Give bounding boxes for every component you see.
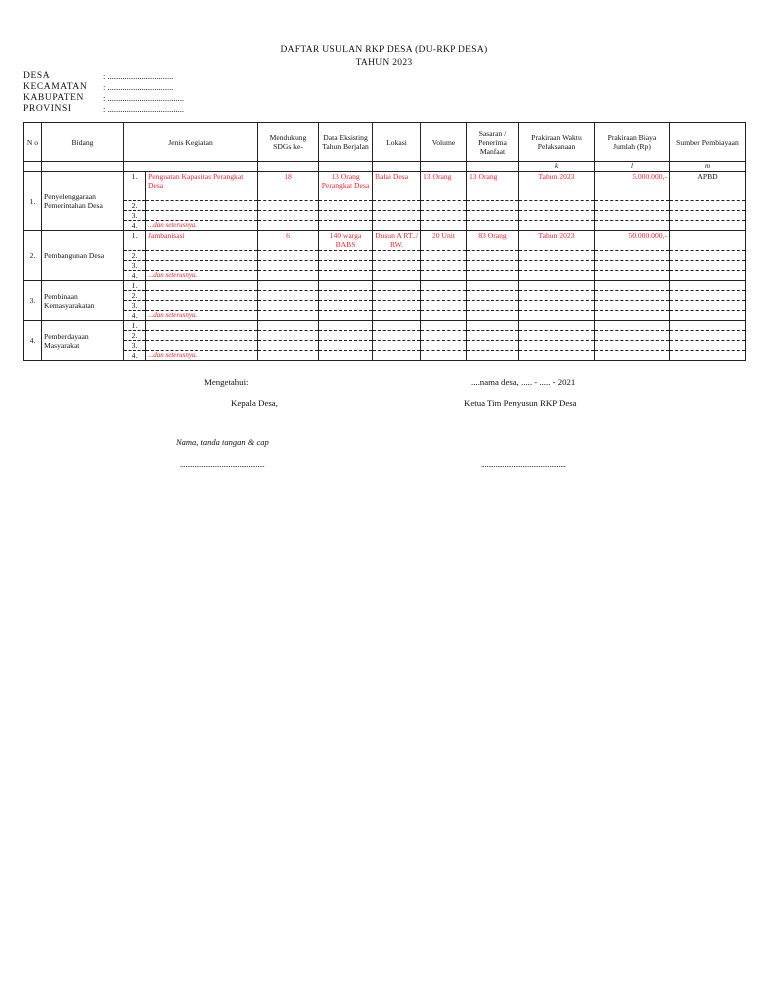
right-role: Ketua Tim Penyusun RKP Desa (464, 398, 577, 408)
index-cell (467, 162, 519, 172)
group-number: 1. (24, 172, 42, 231)
col-jenis-kegiatan: Jenis Kegiatan (124, 123, 258, 162)
row-number: 4. (124, 351, 146, 361)
field-value: : .................................... (103, 93, 184, 103)
index-cell (24, 162, 42, 172)
row-number: 2. (124, 251, 146, 261)
row-volume: 13 Orang (421, 172, 467, 201)
table-row (24, 261, 746, 271)
row-sdgs: 18 (258, 172, 319, 201)
row-jenis (146, 261, 258, 271)
col-sasaran: Sasaran / Penerima Manfaat (467, 123, 519, 162)
field-value: : .................................... (103, 104, 184, 114)
row-number: 4. (124, 271, 146, 281)
row-jenis (146, 341, 258, 351)
row-number: 1. (124, 231, 146, 251)
index-cell (373, 162, 421, 172)
table-row (24, 331, 746, 341)
row-jenis (146, 301, 258, 311)
field-provinsi (23, 104, 184, 115)
table-header-row (24, 123, 746, 162)
row-number: 1. (124, 281, 146, 291)
row-jenis: ...dan seterusnya. (146, 221, 258, 231)
group-bidang: Pembangunan Desa (42, 231, 124, 281)
group-bidang: Penyelenggaraan Pemerintahan Desa (42, 172, 124, 231)
row-jenis: ...dan seterusnya. (146, 311, 258, 321)
row-number: 4. (124, 311, 146, 321)
row-number: 3. (124, 301, 146, 311)
row-sumber: APBD (670, 172, 746, 201)
row-jenis: Penguatan Kapasitas Perangkat Desa (146, 172, 258, 201)
table-row (24, 341, 746, 351)
index-cell (124, 162, 258, 172)
field-label: DESA (23, 71, 51, 81)
table-row (24, 172, 746, 201)
row-number: 2. (124, 331, 146, 341)
table-row (24, 211, 746, 221)
group-number: 3. (24, 281, 42, 321)
table-row (24, 351, 746, 361)
row-lokasi: Dusun A RT../ RW. (373, 231, 421, 251)
table-index-row (24, 162, 746, 172)
table-row (24, 281, 746, 291)
row-jenis (146, 251, 258, 261)
index-cell (421, 162, 467, 172)
identity-fields (23, 71, 184, 115)
group-bidang: Pemberdayaan Masyarakat (42, 321, 124, 361)
col-biaya: Prakiraan Biaya Jumlah (Rp) (595, 123, 670, 162)
index-cell (319, 162, 373, 172)
left-role: Kepala Desa, (231, 398, 278, 408)
signature-note: Nama, tanda tangan & cap (176, 437, 269, 447)
col-sumber: Sumber Pembiayaan (670, 123, 746, 162)
table-row (24, 291, 746, 301)
row-sumber (670, 231, 746, 251)
table-row (24, 311, 746, 321)
row-jenis (146, 211, 258, 221)
place-date: ....nama desa, ..... - ..... - 2021 (471, 377, 576, 387)
row-number: 3. (124, 261, 146, 271)
group-number: 4. (24, 321, 42, 361)
table-row (24, 231, 746, 251)
col-sdgs: Mendukung SDGs ke- (258, 123, 319, 162)
row-volume: 20 Unit (421, 231, 467, 251)
row-jenis (146, 331, 258, 341)
row-number: 2. (124, 291, 146, 301)
index-l: l (595, 162, 670, 172)
row-biaya: 50.000.000,- (595, 231, 670, 251)
row-number: 1. (124, 172, 146, 201)
row-number: 2. (124, 201, 146, 211)
document-title: DAFTAR USULAN RKP DESA (DU-RKP DESA) (280, 45, 488, 55)
row-jenis (146, 321, 258, 331)
index-m: m (670, 162, 746, 172)
left-signature-line: ............................................... (180, 460, 265, 469)
row-waktu: Tahun 2023 (519, 172, 595, 201)
row-sasaran: 83 Orang (467, 231, 519, 251)
row-jenis (146, 281, 258, 291)
du-rkp-table (23, 122, 746, 361)
mengetahui-label: Mengetahui: (204, 377, 249, 387)
index-cell (42, 162, 124, 172)
col-waktu: Prakiraan Waktu Pelaksanaan (519, 123, 595, 162)
field-label: KABUPATEN (23, 93, 85, 103)
row-sdgs: 6 (258, 231, 319, 251)
right-signature-line: ............................................... (481, 460, 566, 469)
col-data-eksisting: Data Eksisting Tahun Berjalan (319, 123, 373, 162)
col-bidang: Bidang (42, 123, 124, 162)
table-row (24, 221, 746, 231)
row-data: 140 warga BABS (319, 231, 373, 251)
col-no: N o (24, 123, 42, 162)
field-label: PROVINSI (23, 104, 72, 114)
index-k: k (519, 162, 595, 172)
row-jenis: ...dan seterusnya. (146, 351, 258, 361)
row-jenis (146, 291, 258, 301)
table-row (24, 251, 746, 261)
field-value: : ............................... (103, 82, 174, 92)
row-number: 3. (124, 211, 146, 221)
row-number: 1. (124, 321, 146, 331)
document-subtitle: TAHUN 2023 (355, 58, 413, 68)
table-row (24, 271, 746, 281)
field-value: : ............................... (103, 71, 174, 81)
row-number: 4. (124, 221, 146, 231)
row-lokasi: Balai Desa (373, 172, 421, 201)
field-kabupaten (23, 93, 184, 104)
row-biaya: 5.000.000,- (595, 172, 670, 201)
table-row (24, 201, 746, 211)
field-label: KECAMATAN (23, 82, 88, 92)
col-lokasi: Lokasi (373, 123, 421, 162)
field-kecamatan (23, 82, 184, 93)
row-jenis (146, 201, 258, 211)
row-sasaran: 13 Orang (467, 172, 519, 201)
group-number: 2. (24, 231, 42, 281)
row-data: 13 Orang Perangkat Desa (319, 172, 373, 201)
row-jenis: Jambanisasi (146, 231, 258, 251)
table-row (24, 321, 746, 331)
group-bidang: Pembinaan Kemasyarakatan (42, 281, 124, 321)
row-waktu: Tahun 2023 (519, 231, 595, 251)
table-row (24, 301, 746, 311)
field-desa (23, 71, 184, 82)
row-number: 3. (124, 341, 146, 351)
row-jenis: ...dan seterusnya. (146, 271, 258, 281)
col-volume: Volume (421, 123, 467, 162)
index-cell (258, 162, 319, 172)
